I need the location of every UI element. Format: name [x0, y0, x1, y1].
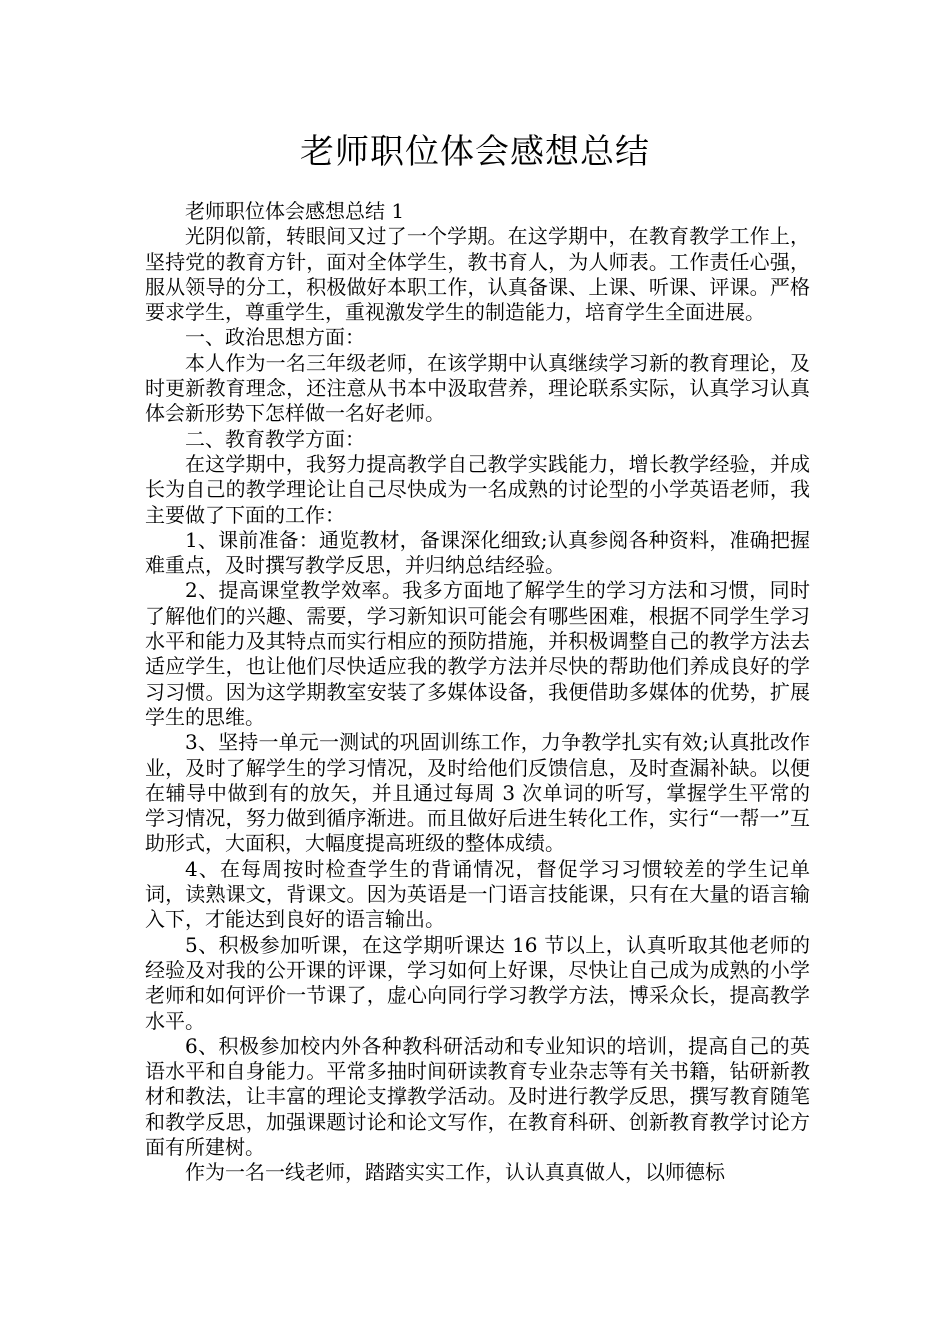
list-item-4: 4、在每周按时检查学生的背诵情况，督促学习习惯较差的学生记单词，读熟课文，背课文。因为英语是一门语言技能课，只有在大量的语言输入下，才能达到良好的语言输出。	[145, 856, 810, 932]
document-body	[145, 199, 810, 1186]
section-heading-political: 一、政治思想方面：	[185, 325, 365, 350]
paragraph-teaching: 在这学期中，我努力提高教学自己教学实践能力，增长教学经验，并成长为自己的教学理论让自己尽快成为一名成熟的讨论型的小学英语老师，我主要做了下面的工作：	[145, 451, 810, 527]
list-item-2: 2、提高课堂教学效率。我多方面地了解学生的学习方法和习惯，同时了解他们的兴趣、需要，学习新知识可能会有哪些困难，根据不同学生学习水平和能力及其特点而实行相应的预防措施，并积极调整自己的教学方法去适应学生，也让他们尽快适应我的教学方法并尽快的帮助他们养成良好的学习习惯。因为这学期教室安装了多媒体设备，我便借助多媒体的优势，扩展学生的思维。	[145, 578, 810, 729]
paragraph-heading: 老师职位体会感想总结 1	[185, 199, 405, 223]
document-title: 老师职位体会感想总结	[300, 132, 650, 172]
section-heading-teaching: 二、教育教学方面：	[185, 426, 365, 451]
list-item-5: 5、积极参加听课，在这学期听课达 16 节以上，认真听取其他老师的经验及对我的公开课的评课，学习如何上好课，尽快让自己成为成熟的小学老师和如何评价一节课了，虚心向同行学习教学方法，博采众长，提高教学水平。	[145, 932, 810, 1033]
paragraph-intro: 光阴似箭，转眼间又过了一个学期。在这学期中，在教育教学工作上，坚持党的教育方针，面对全体学生，教书育人，为人师表。工作责任心强，服从领导的分工，积极做好本职工作，认真备课、上课、听课、评课。严格要求学生，尊重学生，重视激发学生的制造能力，培育学生全面进展。	[145, 224, 810, 325]
list-item-3: 3、坚持一单元一测试的巩固训练工作，力争教学扎实有效;认真批改作业，及时了解学生的学习情况，及时给他们反馈信息，及时查漏补缺。以便在辅导中做到有的放矢，并且通过每周 3 次单词的听写，掌握学生平常的学习情况，努力做到循序渐进。而且做好后进生转化工作，实行“一帮一”互助形式，大面积，大幅度提高班级的整体成绩。	[145, 730, 810, 856]
list-item-6: 6、积极参加校内外各种教科研活动和专业知识的培训，提高自己的英语水平和自身能力。平常多抽时间研读教育专业杂志等有关书籍，钻研新教材和教法，让丰富的理论支撑教学活动。及时进行教学反思，撰写教育随笔和教学反思，加强课题讨论和论文写作，在教育科研、创新教育教学讨论方面有所建树。	[145, 1033, 810, 1159]
paragraph-closing: 作为一名一线老师，踏踏实实工作，认认真真做人，以师德标	[185, 1160, 725, 1185]
list-item-1: 1、课前准备：通览教材，备课深化细致;认真参阅各种资料，准确把握难重点，及时撰写教学反思，并归纳总结经验。	[145, 527, 810, 578]
paragraph-political: 本人作为一名三年级老师，在该学期中认真继续学习新的教育理论，及时更新教育理念，还注意从书本中汲取营养，理论联系实际，认真学习认真体会新形势下怎样做一名好老师。	[145, 350, 810, 426]
